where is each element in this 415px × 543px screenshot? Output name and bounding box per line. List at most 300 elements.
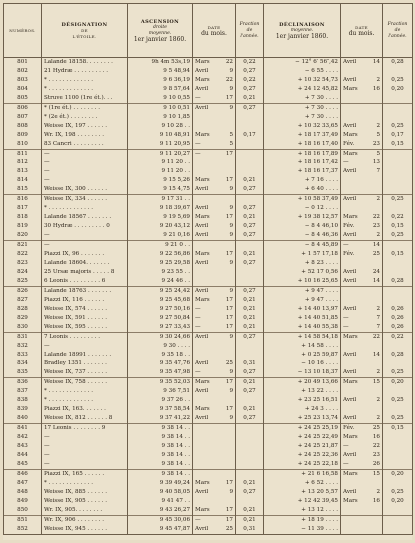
right-ascension: 9 35 47,76 (128, 359, 193, 368)
observation-date: Avril 9 (193, 185, 236, 194)
year-fraction-2 (383, 460, 413, 469)
star-number: 817 (4, 204, 42, 213)
right-ascension: 9 24 46 . . (128, 277, 193, 286)
table-row (4, 113, 413, 122)
observation-date-2: Mars 5 (341, 149, 383, 158)
right-ascension: 9 25 45,68 (128, 296, 193, 305)
star-number: 836 (4, 378, 42, 387)
table-row (4, 323, 413, 332)
observation-date-2: Avril 2 (341, 195, 383, 204)
star-designation: Bradley 1351 . . . . . . . (42, 359, 128, 368)
star-number: 842 (4, 433, 42, 442)
right-ascension: 9 38 14 . . (128, 451, 193, 460)
observation-date: — 17 (193, 94, 236, 103)
declination: + 24 12 45,82 (264, 85, 341, 94)
table-row (4, 424, 413, 433)
year-fraction-2: 0,28 (383, 351, 413, 360)
observation-date: Avril 25 (193, 359, 236, 368)
table-row (4, 195, 413, 204)
table-row (4, 460, 413, 469)
right-ascension: 9 37 41,22 (128, 414, 193, 423)
observation-date (193, 342, 236, 351)
observation-date (193, 167, 236, 176)
year-fraction (236, 277, 264, 286)
table-header (4, 4, 413, 58)
observation-date (193, 469, 236, 478)
year-fraction (236, 113, 264, 122)
year-fraction: 0,27 (236, 67, 264, 76)
star-number: 804 (4, 85, 42, 94)
year-fraction-2 (383, 525, 413, 534)
star-designation: — (42, 167, 128, 176)
year-fraction: 0,27 (236, 204, 264, 213)
year-fraction (236, 167, 264, 176)
year-fraction-2: 0,25 (383, 396, 413, 405)
declination: + 19 38 12,57 (264, 213, 341, 222)
year-fraction: 0,21 (236, 314, 264, 323)
year-fraction: 0,31 (236, 525, 264, 534)
star-designation: — (42, 433, 128, 442)
table-row (4, 451, 413, 460)
declination: + 10 58 37,49 (264, 195, 341, 204)
declination: + 24 25 22,18 (264, 460, 341, 469)
right-ascension: 9 8 57,64 (128, 85, 193, 94)
header-date: DATE du mois. (193, 4, 236, 58)
observation-date: — 9 (193, 368, 236, 377)
year-fraction-2 (383, 433, 413, 442)
header-declinaison: DÉCLINAISON moyenne. 1er janvier 1860. (264, 4, 341, 58)
star-designation: Wr. IX, 906 . . . . . . . . (42, 515, 128, 524)
star-number: 820 (4, 231, 42, 240)
declination: + 13 20 5,57 (264, 488, 341, 497)
right-ascension: 9 20 43,12 (128, 222, 193, 231)
year-fraction-2: 0,25 (383, 195, 413, 204)
year-fraction (236, 268, 264, 277)
right-ascension: 9 27 33,43 (128, 323, 193, 332)
year-fraction (236, 497, 264, 506)
declination: − 10 16 . . . . (264, 359, 341, 368)
year-fraction (236, 451, 264, 460)
star-designation: Piazzi IX, 165 . . . . . . (42, 469, 128, 478)
year-fraction-2 (383, 158, 413, 167)
star-designation: * . . . . . . . . . . . . . (42, 396, 128, 405)
star-number: 851 (4, 515, 42, 524)
table-row (4, 140, 413, 149)
observation-date-2 (341, 176, 383, 185)
observation-date: Mars 17 (193, 296, 236, 305)
year-fraction-2: 0,15 (383, 424, 413, 433)
declination: + 1 57 17,18 (264, 250, 341, 259)
star-number: 834 (4, 359, 42, 368)
observation-date: Avril 9 (193, 222, 236, 231)
observation-date-2: Avril 2 (341, 368, 383, 377)
star-number: 830 (4, 323, 42, 332)
star-designation: 83 Cancri . . . . . . . . . (42, 140, 128, 149)
observation-date-2: — 7 (341, 323, 383, 332)
star-designation: * . . . . . . . . . . . . . (42, 204, 128, 213)
year-fraction (236, 396, 264, 405)
star-designation: — (42, 442, 128, 451)
table-row (4, 351, 413, 360)
year-fraction: 0,21 (236, 176, 264, 185)
star-designation: Weisse IX, 737 . . . . . . (42, 368, 128, 377)
table-row (4, 241, 413, 250)
year-fraction-2 (383, 506, 413, 515)
year-fraction-2: 0,20 (383, 469, 413, 478)
catalogue-page (3, 3, 412, 540)
table-row (4, 185, 413, 194)
declination: + 24 25 22,49 (264, 433, 341, 442)
right-ascension: 9 10 1,85 (128, 113, 193, 122)
right-ascension: 9 15 4,75 (128, 185, 193, 194)
star-number: 801 (4, 58, 42, 67)
star-number: 823 (4, 259, 42, 268)
declination: + 20 49 13,66 (264, 378, 341, 387)
observation-date-2: — 14 (341, 241, 383, 250)
year-fraction: 0,21 (236, 515, 264, 524)
star-number: 840 (4, 414, 42, 423)
star-number: 850 (4, 506, 42, 515)
star-designation: Weisse IX, 905 . . . . . . (42, 497, 128, 506)
observation-date-2 (341, 506, 383, 515)
declination: − 13 10 18,37 (264, 368, 341, 377)
observation-date-2: Avril 2 (341, 231, 383, 240)
observation-date-2 (341, 387, 383, 396)
observation-date (193, 277, 236, 286)
observation-date: Mars 22 (193, 76, 236, 85)
declination: + 18 19 . . . . (264, 515, 341, 524)
star-number: 808 (4, 122, 42, 131)
declination: − 11 39 . . . . (264, 525, 341, 534)
observation-date-2 (341, 103, 383, 112)
declination: + 14 40 55,38 (264, 323, 341, 332)
header-fraction-2: Fraction de l'année. (383, 4, 413, 58)
observation-date: Mars 5 (193, 131, 236, 140)
table-row (4, 259, 413, 268)
year-fraction: 0,21 (236, 94, 264, 103)
declination: + 24 25 25,19 (264, 424, 341, 433)
year-fraction-2: 0,22 (383, 332, 413, 341)
declination: + 7 30 . . . . (264, 113, 341, 122)
star-number: 809 (4, 131, 42, 140)
table-row (4, 387, 413, 396)
table-row (4, 204, 413, 213)
star-designation: Weisse IX, 595 . . . . . . (42, 323, 128, 332)
observation-date (193, 396, 236, 405)
star-designation: — (42, 342, 128, 351)
star-number: 845 (4, 460, 42, 469)
star-designation: Weisse IX, 812 . . . . . . 8 (42, 414, 128, 423)
declination: + 24 3 . . . . (264, 405, 341, 414)
right-ascension: 9 11 20,95 (128, 140, 193, 149)
year-fraction: 0,22 (236, 58, 264, 67)
observation-date-2 (341, 286, 383, 295)
observation-date: — 5 (193, 140, 236, 149)
right-ascension: 9 23 55 . . (128, 268, 193, 277)
observation-date: Avril 9 (193, 387, 236, 396)
star-number: 803 (4, 76, 42, 85)
star-designation: * . . . . . . . . . . . . . (42, 76, 128, 85)
year-fraction-2: 0,20 (383, 85, 413, 94)
observation-date-2: Avril 2 (341, 305, 383, 314)
star-designation: Weisse IX, 591 . . . . . . (42, 314, 128, 323)
observation-date-2: Fév. 23 (341, 222, 383, 231)
star-number: 819 (4, 222, 42, 231)
star-number: 839 (4, 405, 42, 414)
star-designation: — (42, 460, 128, 469)
declination: + 7 16 . . . . (264, 176, 341, 185)
year-fraction-2 (383, 387, 413, 396)
year-fraction-2: 0,20 (383, 497, 413, 506)
observation-date-2: — 13 (341, 158, 383, 167)
star-number: 824 (4, 268, 42, 277)
declination: + 24 25 22,36 (264, 451, 341, 460)
star-number: 849 (4, 497, 42, 506)
year-fraction (236, 442, 264, 451)
observation-date (193, 158, 236, 167)
year-fraction-2 (383, 479, 413, 488)
declination: − 8 4 46,36 (264, 231, 341, 240)
star-designation: Wr. IX, 198 . . . . . . . . (42, 131, 128, 140)
year-fraction-2: 0,22 (383, 213, 413, 222)
star-number: 827 (4, 296, 42, 305)
observation-date: — 17 (193, 149, 236, 158)
right-ascension: 9 39 49,24 (128, 479, 193, 488)
star-number: 811 (4, 149, 42, 158)
right-ascension: 9h 4m 53s,19 (128, 58, 193, 67)
observation-date (193, 122, 236, 131)
right-ascension: 9 40 58,05 (128, 488, 193, 497)
star-catalogue-table (3, 3, 413, 535)
declination: + 18 16 17,42 (264, 158, 341, 167)
table-row (4, 231, 413, 240)
year-fraction-2: 0,25 (383, 488, 413, 497)
year-fraction-2 (383, 204, 413, 213)
declination: − 8 4 46,10 (264, 222, 341, 231)
right-ascension: 9 15 5,26 (128, 176, 193, 185)
observation-date: Avril 9 (193, 414, 236, 423)
table-row (4, 314, 413, 323)
year-fraction-2 (383, 185, 413, 194)
observation-date: Mars 17 (193, 506, 236, 515)
star-number: 806 (4, 103, 42, 112)
star-designation: Lalande 18158. . . . . . . . (42, 58, 128, 67)
observation-date-2 (341, 515, 383, 524)
declination: + 13 12 . . . . (264, 506, 341, 515)
year-fraction-2 (383, 94, 413, 103)
declination: + 18 17 37,49 (264, 131, 341, 140)
observation-date: Avril 9 (193, 332, 236, 341)
observation-date-2: Fév. 23 (341, 140, 383, 149)
table-row (4, 268, 413, 277)
observation-date-2: — 26 (341, 460, 383, 469)
star-number: 838 (4, 396, 42, 405)
right-ascension: 9 19 5,69 (128, 213, 193, 222)
table-row (4, 525, 413, 534)
observation-date-2 (341, 185, 383, 194)
observation-date-2: — 22 (341, 442, 383, 451)
observation-date-2 (341, 342, 383, 351)
year-fraction: 0,27 (236, 414, 264, 423)
right-ascension: 9 10 48,91 (128, 131, 193, 140)
table-row (4, 213, 413, 222)
table-row (4, 378, 413, 387)
right-ascension: 9 25 29,58 (128, 259, 193, 268)
declination: + 14 58 54,18 (264, 332, 341, 341)
table-row (4, 58, 413, 67)
star-designation: 21 Hydræ . . . . . . . . . . (42, 67, 128, 76)
right-ascension: 9 5 48,94 (128, 67, 193, 76)
declination: + 9 47 . . . . (264, 296, 341, 305)
right-ascension: 9 35 18 . . (128, 351, 193, 360)
year-fraction-2: 0,25 (383, 122, 413, 131)
declination: + 24 25 21,87 (264, 442, 341, 451)
year-fraction-2: 0,20 (383, 378, 413, 387)
declination: + 7 30 . . . . (264, 94, 341, 103)
year-fraction-2 (383, 359, 413, 368)
observation-date-2: Avril 2 (341, 488, 383, 497)
observation-date-2: Avril 2 (341, 396, 383, 405)
table-row (4, 414, 413, 423)
right-ascension: 9 35 52,03 (128, 378, 193, 387)
year-fraction: 0,27 (236, 286, 264, 295)
declination: + 21 6 16,58 (264, 469, 341, 478)
year-fraction-2: 0,17 (383, 131, 413, 140)
table-row (4, 94, 413, 103)
right-ascension: 9 38 14 . . (128, 433, 193, 442)
year-fraction (236, 469, 264, 478)
table-row (4, 305, 413, 314)
year-fraction: 0,27 (236, 368, 264, 377)
table-row (4, 506, 413, 515)
year-fraction: 0,27 (236, 231, 264, 240)
year-fraction: 0,27 (236, 387, 264, 396)
right-ascension: 9 11 20 . . (128, 167, 193, 176)
table-row (4, 396, 413, 405)
star-number: 810 (4, 140, 42, 149)
observation-date-2: Mars 16 (341, 85, 383, 94)
year-fraction: 0,21 (236, 506, 264, 515)
table-row (4, 222, 413, 231)
year-fraction-2: 0,15 (383, 140, 413, 149)
right-ascension: 9 18 39,67 (128, 204, 193, 213)
right-ascension: 9 21 0 . . (128, 241, 193, 250)
table-row (4, 131, 413, 140)
year-fraction-2 (383, 342, 413, 351)
observation-date: Mars 17 (193, 405, 236, 414)
right-ascension: 9 30 24,66 (128, 332, 193, 341)
table-row (4, 469, 413, 478)
year-fraction-2: 0,28 (383, 58, 413, 67)
observation-date-2: Avril 23 (341, 451, 383, 460)
observation-date: Avril 9 (193, 103, 236, 112)
star-number: 841 (4, 424, 42, 433)
declination: + 25 23 13,74 (264, 414, 341, 423)
star-number: 812 (4, 158, 42, 167)
right-ascension: 9 38 14 . . (128, 442, 193, 451)
year-fraction-2 (383, 241, 413, 250)
table-row (4, 433, 413, 442)
star-designation: Lalande 18763 . . . . . . . (42, 286, 128, 295)
right-ascension: 9 17 31 . . (128, 195, 193, 204)
observation-date: Mars 22 (193, 58, 236, 67)
observation-date (193, 195, 236, 204)
observation-date-2 (341, 296, 383, 305)
table-row (4, 103, 413, 112)
star-designation: — (42, 176, 128, 185)
year-fraction-2 (383, 149, 413, 158)
year-fraction: 0,17 (236, 131, 264, 140)
year-fraction: 0,27 (236, 185, 264, 194)
observation-date: — 17 (193, 314, 236, 323)
year-fraction: 0,21 (236, 479, 264, 488)
declination: + 6 52 . . . . (264, 479, 341, 488)
declination: + 12 42 39,45 (264, 497, 341, 506)
header-numero: NUMÉROS. (4, 4, 42, 58)
declination: + 8 23 . . . . (264, 259, 341, 268)
right-ascension: 9 38 14 . . (128, 460, 193, 469)
star-number: 822 (4, 250, 42, 259)
year-fraction (236, 122, 264, 131)
table-row (4, 332, 413, 341)
table-row (4, 342, 413, 351)
observation-date-2: Mars 15 (341, 469, 383, 478)
star-number: 816 (4, 195, 42, 204)
year-fraction-2: 0,25 (383, 414, 413, 423)
header-ascension: ASCENSION droite moyenne. 1er janvier 1860. (128, 4, 193, 58)
year-fraction: 0,27 (236, 488, 264, 497)
observation-date-2: Mars 15 (341, 378, 383, 387)
declination: − 12° 6′ 56″,42 (264, 58, 341, 67)
star-designation: Piazzi IX, 163. . . . . . . (42, 405, 128, 414)
observation-date-2: Mars 22 (341, 332, 383, 341)
table-row (4, 250, 413, 259)
star-designation: Weisse IX, 945 . . . . . . (42, 525, 128, 534)
year-fraction-2 (383, 103, 413, 112)
star-designation: Weisse IX, 574 . . . . . . (42, 305, 128, 314)
right-ascension: 9 30 . . . . (128, 342, 193, 351)
declination: + 9 47 . . . . (264, 286, 341, 295)
star-number: 818 (4, 213, 42, 222)
star-number: 833 (4, 351, 42, 360)
year-fraction (236, 158, 264, 167)
observation-date: Avril 9 (193, 488, 236, 497)
table-row (4, 286, 413, 295)
observation-date-2: — 7 (341, 314, 383, 323)
star-designation: Weisse IX, 300 . . . . . . (42, 185, 128, 194)
observation-date-2 (341, 405, 383, 414)
year-fraction-2 (383, 442, 413, 451)
star-designation: 7 Leonis . . . . . . . . . (42, 332, 128, 341)
table-row (4, 149, 413, 158)
year-fraction (236, 351, 264, 360)
star-designation: * . . . . . . . . . . . . . (42, 85, 128, 94)
right-ascension: 9 45 30,06 (128, 515, 193, 524)
star-designation: — (42, 158, 128, 167)
observation-date-2: Fév. 25 (341, 250, 383, 259)
year-fraction-2: 0,15 (383, 222, 413, 231)
year-fraction-2: 0,25 (383, 231, 413, 240)
star-number: 805 (4, 94, 42, 103)
table-row (4, 167, 413, 176)
year-fraction: 0,22 (236, 76, 264, 85)
star-designation: Piazzi IX, 116 . . . . . . (42, 296, 128, 305)
star-designation: 25 Ursæ majoris . . . . . 8 (42, 268, 128, 277)
right-ascension: 9 37 26 . . (128, 396, 193, 405)
observation-date-2 (341, 67, 383, 76)
declination: − 0 12 . . . . (264, 204, 341, 213)
header-fraction: Fraction de l'année. (236, 4, 264, 58)
